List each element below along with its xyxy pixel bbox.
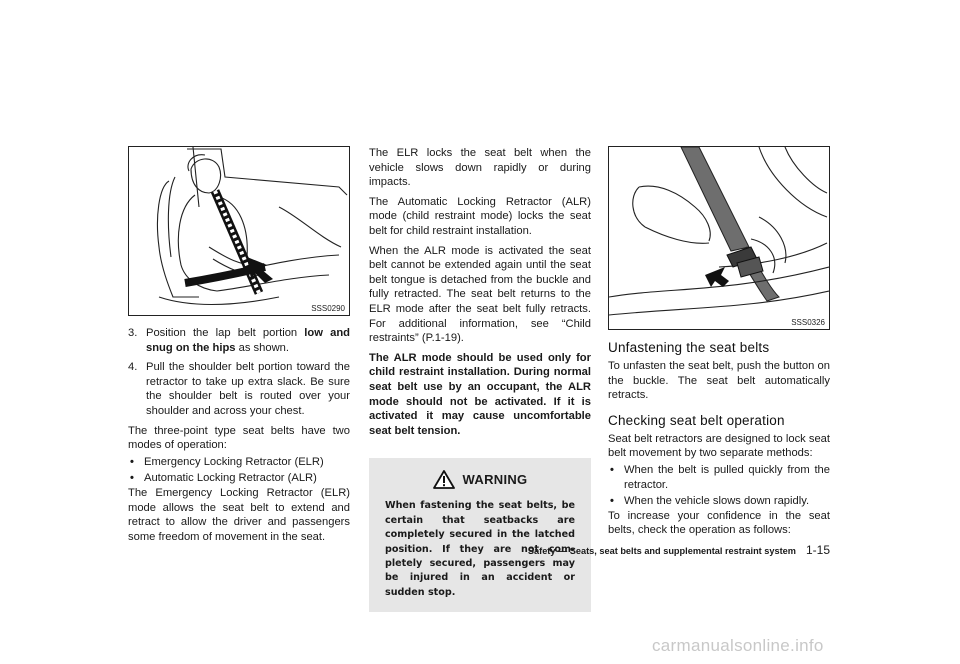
elr-description: The Emergency Locking Retractor (ELR) mode allows the seat belt to extend and retract to allow the driver and passengers some freedom of movement in the seat.	[128, 486, 350, 543]
paragraph: To increase your confidence in the seat belts, check the operation as follows:	[608, 509, 830, 537]
list-item: • When the belt is pulled quickly from the retractor.	[610, 463, 830, 491]
page-number: 1-15	[805, 543, 830, 557]
warning-title: WARNING	[462, 472, 528, 488]
column-right	[608, 146, 830, 538]
list-item: • Automatic Locking Retractor (ALR)	[130, 472, 317, 485]
column-left	[128, 146, 350, 544]
step-3: 3. Position the lap belt portion low and snug on the hips as shown.	[128, 327, 350, 354]
paragraph: The ELR locks the seat belt when the vehicle slows down rapidly or during impacts.	[369, 147, 591, 189]
heading-checking: Checking seat belt operation	[608, 412, 785, 428]
paragraph: The Automatic Locking Retractor (ALR) mode (child restraint mode) locks the seat belt for child restraint installation.	[369, 195, 591, 237]
warning-text: When fastening the seat belts, be certain that seatbacks are completely secured in the latched position. If they are not com-pletely secured, passengers may be injured in an accident or sudden stop.	[385, 500, 575, 598]
step-number: 4.	[128, 361, 138, 374]
warning-box	[369, 458, 591, 612]
paragraph: To unfasten the seat belt, push the button on the buckle. The seat belt automatically retracts.	[608, 360, 830, 402]
warning-header	[385, 470, 575, 489]
warning-triangle-icon	[433, 470, 455, 489]
figure-code: SSS0326	[791, 318, 825, 327]
seatbelt-lap-illustration	[128, 146, 350, 316]
step-number: 3.	[128, 327, 138, 339]
heading-unfastening: Unfastening the seat belts	[608, 340, 770, 355]
alr-caution: The ALR mode should be used only for child restraint installation. During normal seat belt use by an occupant, the ALR mode should not be activated. If it is activated it may cause uncomfortable seat belt tension.	[369, 351, 591, 437]
buckle-release-illustration	[608, 146, 830, 330]
step-4: 4. Pull the shoulder belt portion toward the retractor to take up extra slack. Be sure the shoulder belt is routed over your shoulder and across your chest.	[128, 361, 350, 417]
emphasis: low and snug on the hips	[146, 327, 350, 354]
figure-code: SSS0290	[311, 304, 345, 313]
paragraph: When the ALR mode is activated the seat belt cannot be extended again until the seat belt tongue is detached from the buckle and fully retracted. The seat belt returns to the ELR mode after the seat belt fully retracts. For additional information, see “Child restraints” (P.1-19).	[369, 244, 591, 345]
list-item: • Emergency Locking Retractor (ELR)	[130, 455, 324, 468]
section-title: Safety — Seats, seat belts and supplemental restraint system	[527, 546, 796, 556]
paragraph: Seat belt retractors are designed to lock seat belt movement by two separate methods:	[608, 432, 831, 460]
list-item: • When the vehicle slows down rapidly.	[610, 495, 810, 508]
modes-intro: The three-point type seat belts have two modes of operation:	[128, 424, 350, 452]
watermark: carmanualsonline.info	[652, 636, 824, 655]
page-footer	[522, 543, 830, 557]
buckle-hands-drawing	[609, 147, 829, 329]
seated-person-drawing	[129, 147, 349, 315]
